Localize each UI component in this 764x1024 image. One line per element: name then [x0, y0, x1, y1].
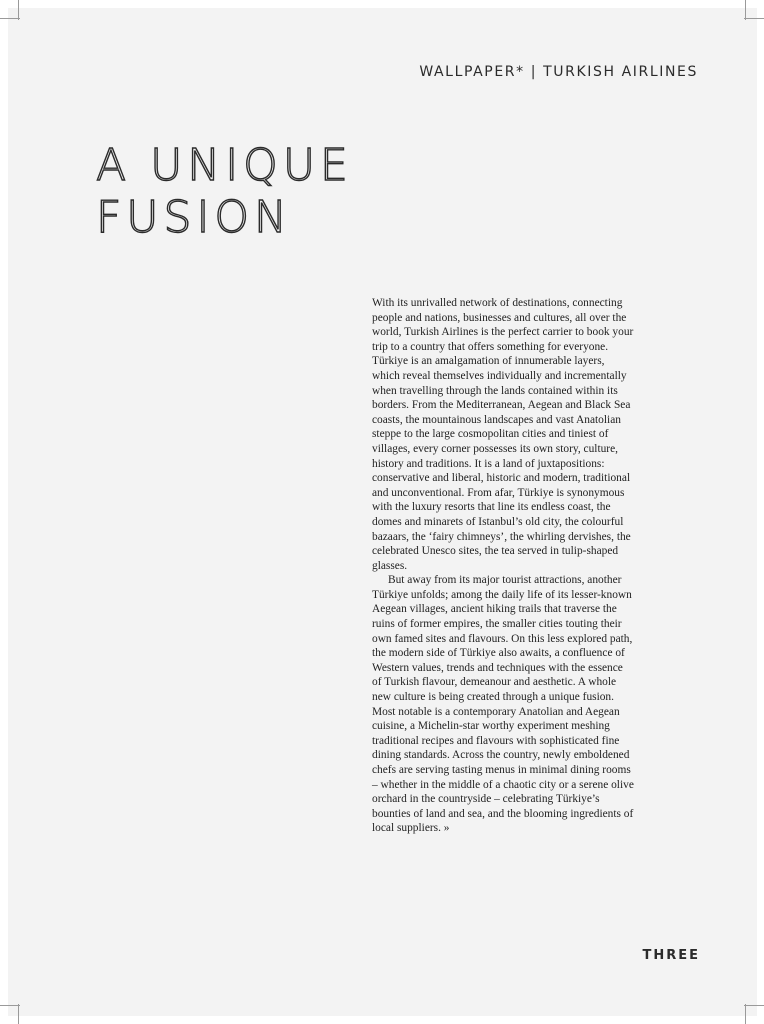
crop-mark	[745, 1004, 746, 1024]
paragraph: But away from its major tourist attractions, another Türkiye unfolds; among the daily life of its lesser-known Aegean villages, ancient hiking trails that traverse the ruins of former empires, the smaller cities touting their own famed sites and flavours. On this less explored path, the modern side of Türkiye also awaits, a confluence of Western values, trends and techniques with the essence of Turkish flavour, demeanour and aesthetic. A whole new culture is being created through a unique fusion. Most notable is a contemporary Anatolian and Aegean cuisine, a Michelin-star worthy experiment meshing traditional recipes and flavours with sophisticated fine dining standards. Across the country, newly emboldened chefs are serving tasting menus in minimal dining rooms – whether in the middle of a chaotic city or a serene olive orchard in the countryside – celebrating Türkiye’s bounties of land and sea, and the blooming ingredients of local suppliers. »	[372, 574, 634, 835]
page-number: THREE	[642, 948, 700, 963]
title-line: A UNIQUE	[96, 140, 353, 191]
masthead: WALLPAPER* | TURKISH AIRLINES	[419, 64, 698, 80]
crop-mark	[18, 1004, 19, 1024]
paragraph: With its unrivalled network of destinations, connecting people and nations, businesses and cultures, all over the world, Turkish Airlines is the perfect carrier to book your trip to a country that offers something for everyone. Türkiye is an amalgamation of innumerable layers, which reveal themselves individually and incrementally when travelling through the lands contained within its borders. From the Mediterranean, Aegean and Black Sea coasts, the mountainous landscapes and vast Anatolian steppe to the large cosmopolitan cities and tiniest of villages, every corner possesses its own story, culture, history and traditions. It is a land of juxtapositions: conservative and liberal, historic and modern, traditional and unconventional. From afar, Türkiye is synonymous with the luxury resorts that line its endless coast, the domes and minarets of Istanbul’s old city, the colourful bazaars, the ‘fairy chimneys’, the whirling dervishes, the celebrated Unesco sites, the tea served in tulip-shaped glasses.	[372, 297, 634, 572]
crop-mark	[0, 1005, 20, 1006]
crop-mark	[744, 18, 764, 19]
crop-mark	[18, 0, 19, 20]
crop-mark	[0, 18, 20, 19]
page-title	[96, 140, 353, 244]
crop-mark	[745, 0, 746, 20]
article-body	[372, 296, 634, 836]
title-line: FUSION	[96, 192, 292, 243]
crop-mark	[744, 1005, 764, 1006]
